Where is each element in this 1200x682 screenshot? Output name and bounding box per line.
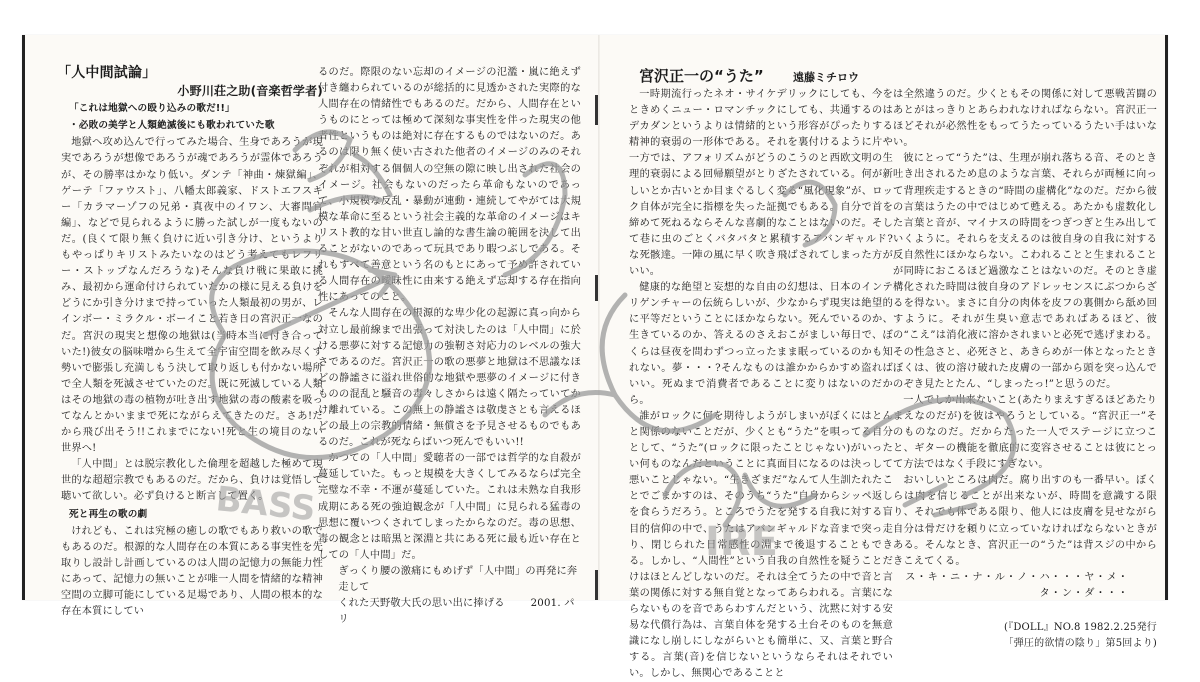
paragraph: けれども、これは究極の癒しの歌でもあり救いの歌でもあるのだ。根源的な人間存在の本質にある事実性を先取りし設計し計画しているのは人間の記憶力の無能力性にあって、記憶力の無いことが唯一人間を情緒的な精神空間の立脚可能にしている足場であり、人間の根本的な存在本質にしてい bbox=[61, 525, 323, 618]
paragraph: 一人でしか出来ないこと(あたりまえすぎるほどあたりまえなのだが)を彼はやろうとしている。“宮沢正一”そのものなのだ。だからたった一人でステージに立つこと、ギターの機能を徹底的に変容させることは彼にとって方法ではなく手段にすぎない。 bbox=[893, 394, 1157, 471]
credit-line: 「弾圧的欲情の陰り」第5回より) bbox=[1003, 638, 1157, 649]
signature-fragment: IRE bbox=[705, 519, 779, 565]
signature-fragment: BASS bbox=[214, 479, 318, 530]
dedication-line bbox=[338, 596, 581, 628]
dedication-line: ぎっくり腰の激痛にもめげず「人中間」の再発に奔走して bbox=[338, 565, 578, 593]
right-page-header bbox=[639, 65, 859, 87]
article-author: 小野川荘之助(音楽哲学者) bbox=[177, 84, 323, 99]
paragraph: 彼にとって“うた”は、生理が崩れ落ちる音、そのとき吐き出されるため息のような言葉、それらが両極に向って背理疾走するときの“時間の虚構化”なのだ。だから彼の言葉はうたの中ではじめて甦える。あたかも虚数化した言葉と音が、マイナスの時間をつぎつぎと生み出していくように。それらを支えるのは彼自身の自我に対する反自然性にほかならない。こわれることと生まれることが同時におこるほど過激なことはないのだ。そのとき虚構化された時間は彼自身のアドレッセンスにぶつからざるを得ない。まさに自分の肉体を皮フの裏側から舐め回すように。それが生臭い意志であればあるほど、彼の“こえ”は消化液に溶かされまいと必死で逃げまわる。その性急さと、必死さと、あきらめが一体となったときぼくは、彼の溶け破れた皮膚の一部から頭を突っ込んでのぞき見たとたん、“しまったっ!”と思うのだ。 bbox=[893, 153, 1157, 390]
section-heading: 死と再生の歌の劇 bbox=[69, 508, 148, 520]
credit-line: (『DOLL』NO.8 1982.2.25発行 bbox=[1004, 622, 1157, 633]
paragraph: 地獄へ攻め込んで行ってみた場合、生身であろうが現実であろうが想像であろうが魂であろうが霊体であろうが、その勝率はかなり低い。ダンテ「神曲・煉獄編」、ゲーテ「ファウスト」、八幡太郎義家、ドストエフスキー「カラマーゾフの兄弟・真夜中のイワン、大審問官編」、などで見られるように勝った試しが一度もないのだ。(良くて限り無く負けに近い引き分け、というよりもやっぱりキリストみたいなのはどう考えてもレフリー・ストップなんだろうな)そんな負け戦に果敢に挑み、最初から運命付けられていたかの様に見える負けをどうにか引き分けまで持っていった人類最初の男が、レインボー・ミラクル・ボーイこと若き日の宮沢正一なのだ。宮沢の現実と想像の地獄は(当時本当に付き合っていた!)彼女の脳味噌から生えて全宇宙空間を飲み尽くす勢いで膨張し充満しもう決して取り返しも付かない場所で全人類を死滅させていたのだ。既に死滅している人類はその地獄の毒の植物が吐き出す地獄の毒の酸素を吸ってなんとかいままで死にながらえてきたのだ。さあ!だから飛び出そう!!これまでにない!死と生の境目のない世界へ! bbox=[61, 137, 323, 455]
article-subheading: 「これは地獄への殴り込みの歌だ!!」 bbox=[69, 103, 235, 115]
cd-booklet-spread bbox=[22, 35, 1168, 680]
paragraph: 一時期流行ったネオ・サイケデリックにしても、今をときめくニュー・ロマンチックにしても、共通するのはデカダンというよりは情緒的という形容がぴったりする精神的衰弱の一形体である。それを裏付けるように片や一方では、アフォリズムがどうのこうのと西欧文明の生理的衰弱による回帰願望がとりざたされている。何が新しいとか古いとか目まぐるしく変る“風化現象”が、ロック自体が完全に指標を失った証拠でもある。自分で首を締めて死ねるならそんな喜劇的なことはないのだ。そして巷に虫のごとくバタバタと累積するアバンギャルド?な死骸達。一陣の風に早く吹き飛ばされてしまった方がいい。 bbox=[629, 89, 893, 278]
spine-mark bbox=[595, 275, 598, 301]
article-author: 遠藤ミチロウ bbox=[793, 71, 859, 84]
booklet-spine bbox=[598, 35, 600, 600]
paragraph: おいしいところは肉だ。腐り出すのも一番早い。ぼくらは肉を信じることが出来ないが、時間を意識する限り、それでも体である限り、他人には皮膚を見せながら自分は骨だけを頼りに立っていなければならないときがある。そんなとき、宮沢正一の“うた”は背スジの中からきこえてくる。 bbox=[893, 475, 1157, 567]
article-title: 宮沢正一の“うた” bbox=[639, 67, 764, 85]
paragraph: 「人中間」とは脱宗教化した倫理を超越した極めて現世的な超超宗教でもあるのだ。だから、負けは覚悟して聴いて欲しい。必ず負けると断言して置く。 bbox=[61, 459, 323, 503]
paragraph: 誰がロックに何を期待しようがしまいがぼくにはとんと関係のないことだが、少くとも“うた”を唄ってる自分として、“うた”(ロックに限ったことじゃない)がいったい何ものなんだということに真面目になるのは決っして悪いことじゃない。“生きざまだ”なんて人生訓たれたことでごまかすのは、そのうち“うた”自身からシッペ返しを食らうだろう。ところでうたを発する自我に対する盲目的信仰の中で、うたはアバンギャルドな音まで突っ走り、閉じられた日常感性の淵まで後退することもできる。しかし、“人間性”という自我の自然性を疑うことだけはほとんどしないのだ。それは全てうたの中で音と言葉の関係に対する無自覚となってあらわれる。言葉にならないものを音であらわすんだという、沈黙に対する安易な代償行為は、言葉自体を発する土台そのものを無意識になし崩しにしながらいとも簡単に、又、言葉と野合する。言葉(音)を信じないというならそれはそれでいい。しかし、無関心であることと bbox=[629, 410, 893, 680]
source-credit bbox=[893, 620, 1157, 652]
paragraph: そんな人間存在の根源的な卑少化の起源に真っ向から対立し最前線まで出張って対決したのは「人中間」に於ける悪夢に対する記憶力の強靭さ対応力のレベルの強大さであるのだ。宮沢正一の歌の悪夢と地獄は不思議なほどの静謐さに溢れ世俗的な地獄や悪夢のイメージに付きものの混乱と騒音の毒々しさからは遠く隔たっていてかけ離れている。この無上の静謐さは敬虔さとも言えるほどの最上の宗教的情緒・無償さを予見させるものでもあるのだ。これが死ならばいつ死んでもいい!! bbox=[318, 308, 581, 449]
spine-mark bbox=[595, 570, 598, 600]
right-page-column-1 bbox=[629, 87, 893, 682]
right-page-column-2 bbox=[893, 87, 1157, 652]
left-page-column-2 bbox=[318, 65, 581, 628]
dedication bbox=[318, 564, 581, 628]
closing-line: ス・キ・ニ・ナ・ル・ノ・ハ・・・ヤ・メ・タ・ン・ダ・・・ bbox=[905, 571, 1129, 599]
article-subheading: ・必敗の美学と人類絶滅後にも歌われていた歌 bbox=[69, 120, 275, 132]
dedication-text: くれた天野敬大氏の思い出に捧げる bbox=[338, 598, 505, 610]
paragraph: かつての「人中間」愛聴者の一部では哲学的な自殺が蔓延していた。もっと規模を大きくしてみるならば完全完璧な不幸・不運が蔓延していた。これは未熟な自我形成期にある死の強迫観念が「人中間」に見られる猛毒の思想に覆いつくされてしまったからなのだ。毒の思想、毒の観念とは暗黒と深淵と共にある死に最も近い存在としての「人中間」だ。 bbox=[318, 453, 581, 561]
paragraph: 健康的な絶望と妄想的な自由の幻想は、日本のインテリゲンチャーの伝統らしいが、少なからず現実は絶望的に平等だということにほかならない。死んでいるのか、生きているのか、答えるのさえおこがましい毎日で、ぼくらは昼夜を問わずつっ立ったまま眠っているのかも知れない。夢・・・?そんなものは誰かからかすめ盗ればいい。死ぬまで消費者であることに変りはないのだから。 bbox=[629, 282, 893, 406]
article-title: 「人中間試論」 bbox=[57, 65, 157, 81]
left-page-column-1 bbox=[57, 65, 323, 620]
dedication-date: 2001. パリ bbox=[338, 598, 575, 626]
paragraph: るのだ。際限のない忘却のイメージの氾濫・嵐に絶えず付き纏わられているのが総括的に見透かされた実際的な人間存在の情緒性でもあるのだ。だから、人間存在というものにとっては極めて深刻な事実性を伴った現実の他者性というものは絶対に存在するものではないのだ。あるのは限り無く使い古された他者のイメージのみのそれぞれが相対する個個人の空無の隙に映し出された社会のイメージ。社会もないのだったら革命もないのであって、小規模な反乱・暴動が連動・連続してやがては大規模な革命に至るという社会主義的な革命のイメージはキリスト教的な甘い世直し論的な書生論の範囲を決して出ることがないのであって玩具であり暇つぶしである。それもすべて善意という名のもとにあって予め許されている人間存在の曖昧性に由来する絶えず忘却する存在指向性にあってのこと。 bbox=[318, 67, 581, 304]
paragraph: は全然違うのだ。少くともその関係に対して悪戦苦闘のあとがはっきりとあらわれなければならない。宮沢正一ほどそれが必然性をもってうたっているうたい手はいない。 bbox=[893, 89, 1157, 149]
spine-mark bbox=[595, 95, 598, 125]
